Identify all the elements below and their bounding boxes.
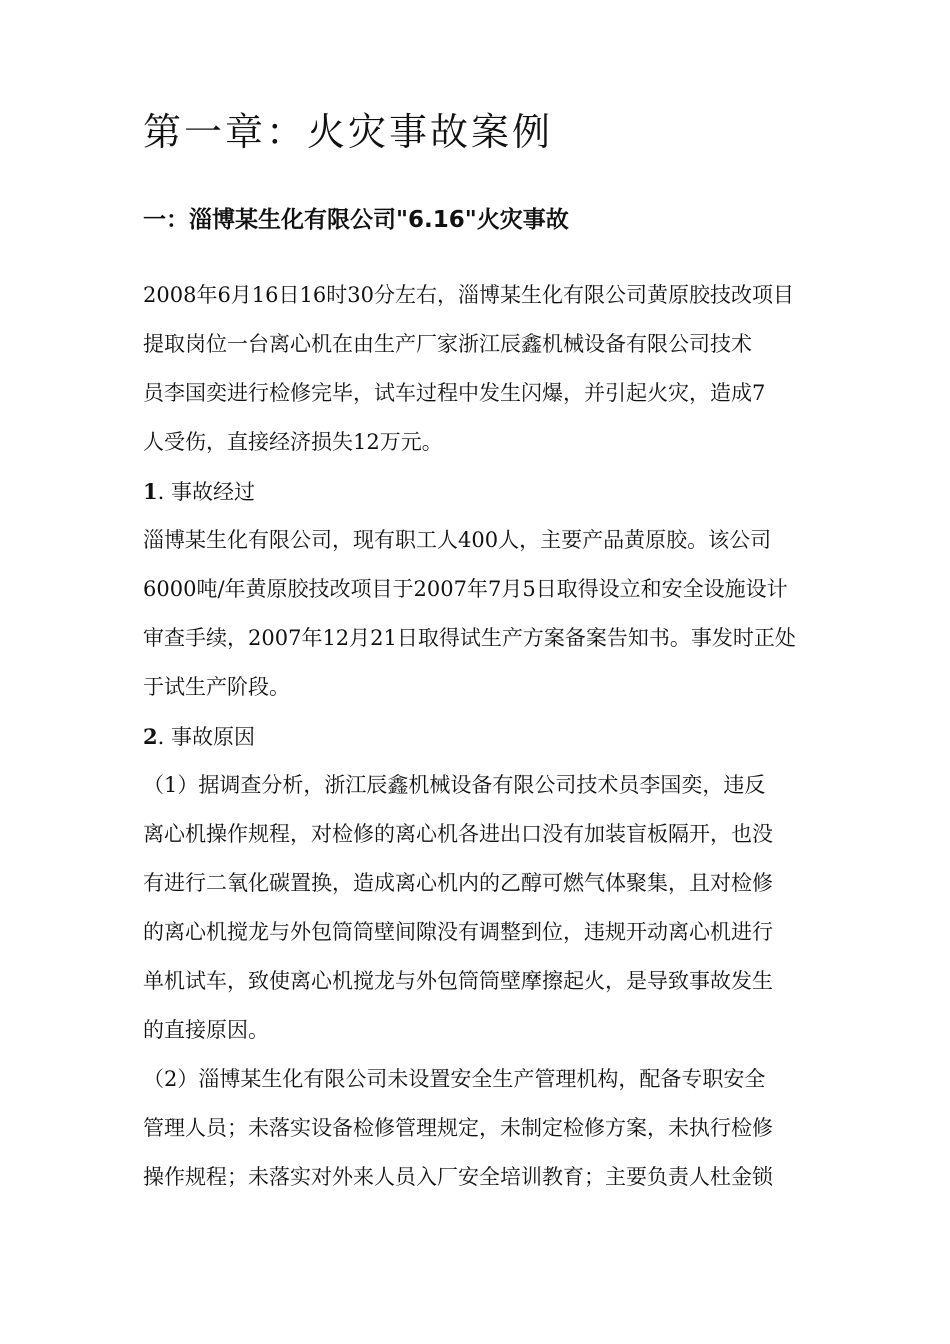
text-line: 2008年6月16日16时30分左右，淄博某生化有限公司黄原胶技改项目 xyxy=(143,283,794,307)
intro-paragraph xyxy=(143,271,823,467)
document-body xyxy=(143,271,823,1202)
subheading-label: . 事故经过 xyxy=(157,480,255,504)
text-line: 的离心机搅龙与外包筒筒壁间隙没有调整到位，违规开动离心机进行 xyxy=(143,920,773,944)
section-title: 一：淄博某生化有限公司"6.16"火灾事故 xyxy=(143,207,569,233)
cause-item-1 xyxy=(143,761,823,1055)
text-line: 离心机操作规程，对检修的离心机各进出口没有加装盲板隔开，也没 xyxy=(143,822,773,846)
text-line: 单机试车，致使离心机搅龙与外包筒筒壁摩擦起火，是导致事故发生 xyxy=(143,969,773,993)
cause-item-2 xyxy=(143,1055,823,1202)
subheading-number: 2 xyxy=(143,724,158,749)
text-line: 人受伤，直接经济损失12万元。 xyxy=(143,430,443,454)
subheading-label: . 事故原因 xyxy=(157,725,255,749)
text-line: （1）据调查分析，浙江辰鑫机械设备有限公司技术员李国奕，违反 xyxy=(143,773,766,797)
subheading-number: 1 xyxy=(143,479,158,504)
subheading-accident-cause xyxy=(143,712,823,761)
chapter-title: 第一章：火灾事故案例 xyxy=(143,110,554,154)
text-line: 员李国奕进行检修完毕，试车过程中发生闪爆，并引起火灾，造成7 xyxy=(143,381,766,405)
text-line: 有进行二氧化碳置换，造成离心机内的乙醇可燃气体聚集，且对检修 xyxy=(143,871,773,895)
text-line: 于试生产阶段。 xyxy=(143,675,290,699)
text-line: 操作规程；未落实对外来人员入厂安全培训教育；主要负责人杜金锁 xyxy=(143,1165,773,1189)
text-line: 6000吨/年黄原胶技改项目于2007年7月5日取得设立和安全设施设计 xyxy=(143,577,788,601)
accident-process-paragraph xyxy=(143,516,823,712)
text-line: 审查手续，2007年12月21日取得试生产方案备案告知书。事发时正处 xyxy=(143,626,796,650)
text-line: 管理人员；未落实设备检修管理规定，未制定检修方案，未执行检修 xyxy=(143,1116,773,1140)
text-line: 提取岗位一台离心机在由生产厂家浙江辰鑫机械设备有限公司技术 xyxy=(143,332,752,356)
subheading-accident-process xyxy=(143,467,823,516)
text-line: （2）淄博某生化有限公司未设置安全生产管理机构，配备专职安全 xyxy=(143,1067,766,1091)
text-line: 的直接原因。 xyxy=(143,1018,269,1042)
text-line: 淄博某生化有限公司，现有职工人400人，主要产品黄原胶。该公司 xyxy=(143,528,772,552)
